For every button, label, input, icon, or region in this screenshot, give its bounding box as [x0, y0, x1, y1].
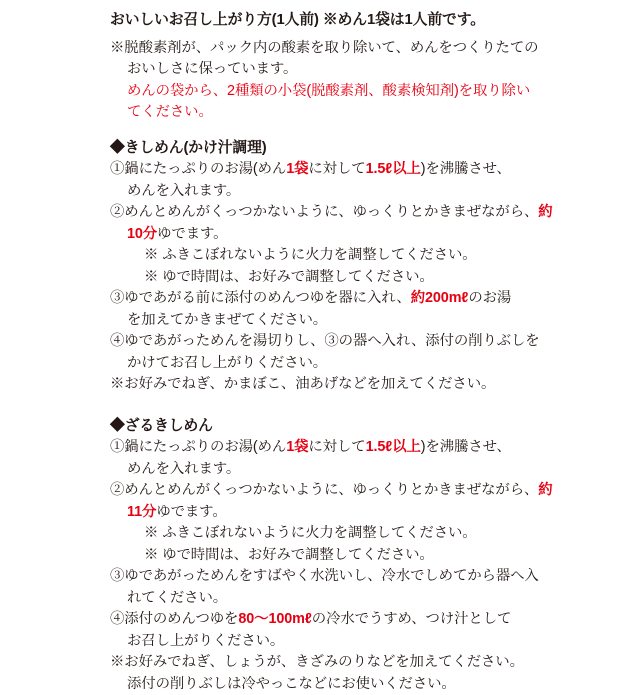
step-line: めんを入れます。 — [110, 181, 622, 203]
step-line: お召し上がりください。 — [110, 631, 622, 653]
step-note: 添付の削りぶしは冷やっこなどにお使いください。 — [110, 674, 622, 695]
text-segment: に対して — [308, 161, 365, 177]
text-segment-highlight: 約 — [538, 482, 552, 498]
text-segment: )を沸騰させ、 — [421, 439, 511, 455]
step-line — [110, 288, 622, 310]
spacer — [110, 396, 622, 416]
text-segment: のお湯 — [468, 290, 511, 306]
text-segment-highlight: 1.5ℓ以上 — [366, 161, 421, 177]
step-line — [110, 609, 622, 631]
text-segment: ②めんとめんがくっつかないように、ゆっくりとかきまぜながら、 — [110, 482, 538, 498]
page-title-main: おいしいお召し上がり方(1人前) — [110, 12, 319, 28]
step-line — [110, 159, 622, 181]
spacer — [110, 124, 622, 138]
text-segment: ①鍋にたっぷりのお湯(めん — [110, 439, 286, 455]
intro-line-4: てください。 — [110, 102, 622, 124]
text-segment-highlight: 1袋 — [286, 439, 308, 455]
text-segment: ゆでます。 — [157, 226, 227, 242]
text-segment-highlight: 1.5ℓ以上 — [366, 439, 421, 455]
step-line: ④ゆであがっためんを湯切りし、③の器へ入れ、添付の削りぶしを — [110, 331, 622, 353]
text-segment-highlight: 約200mℓ — [411, 290, 469, 306]
text-segment-highlight: 約 — [538, 204, 552, 220]
text-segment-highlight: 11分 — [127, 504, 156, 520]
step-line: ③ゆであがっためんをすばやく水洗いし、冷水でしめてから器へ入 — [110, 566, 622, 588]
intro-line-1: ※脱酸素剤が、パック内の酸素を取り除いて、めんをつくりたての — [110, 38, 622, 60]
intro-line-3: めんの袋から、2種類の小袋(脱酸素剤、酸素検知剤)を取り除い — [110, 81, 622, 103]
text-segment-highlight: 10分 — [127, 226, 157, 242]
step-note: ※ ゆで時間は、お好みで調整してください。 — [110, 267, 622, 289]
step-line — [110, 437, 622, 459]
text-segment: ③ゆであがる前に添付のめんつゆを器に入れ、 — [110, 290, 411, 306]
section-heading: ◆ざるきしめん — [110, 416, 622, 438]
intro-block — [110, 38, 622, 124]
section-heading: ◆きしめん(かけ汁調理) — [110, 138, 622, 160]
step-line — [110, 202, 622, 224]
step-line — [110, 224, 622, 246]
text-segment: ②めんとめんがくっつかないように、ゆっくりとかきまぜながら、 — [110, 204, 538, 220]
section-zaru-kishimen — [110, 416, 622, 695]
step-note: ※ ふきこぼれないように火力を調整してください。 — [110, 245, 622, 267]
step-line — [110, 480, 622, 502]
step-line: めんを入れます。 — [110, 459, 622, 481]
step-note: ※ ふきこぼれないように火力を調整してください。 — [110, 523, 622, 545]
text-segment: ①鍋にたっぷりのお湯(めん — [110, 161, 286, 177]
step-line — [110, 502, 622, 524]
step-line: を加えてかきまぜてください。 — [110, 310, 622, 332]
step-line: かけてお召し上がりください。 — [110, 353, 622, 375]
text-segment-highlight: 1袋 — [286, 161, 308, 177]
step-note: ※お好みでねぎ、しょうが、きざみのりなどを加えてください。 — [110, 652, 622, 674]
page-title — [110, 10, 622, 32]
step-line: れてください。 — [110, 588, 622, 610]
text-segment: に対して — [308, 439, 365, 455]
step-note: ※ ゆで時間は、お好みで調整してください。 — [110, 545, 622, 567]
text-segment: ④添付のめんつゆを — [110, 611, 238, 627]
text-segment: の冷水でうすめ、つけ汁として — [312, 611, 512, 627]
text-segment: )を沸騰させ、 — [421, 161, 511, 177]
step-note: ※お好みでねぎ、かまぼこ、油あげなどを加えてください。 — [110, 374, 622, 396]
text-segment: ゆでます。 — [156, 504, 226, 520]
section-kishimen — [110, 138, 622, 396]
intro-line-2: おいしさに保っています。 — [110, 59, 622, 81]
text-segment-highlight: 80〜100mℓ — [238, 611, 311, 627]
page-title-note: ※めん1袋は1人前です。 — [323, 12, 485, 28]
